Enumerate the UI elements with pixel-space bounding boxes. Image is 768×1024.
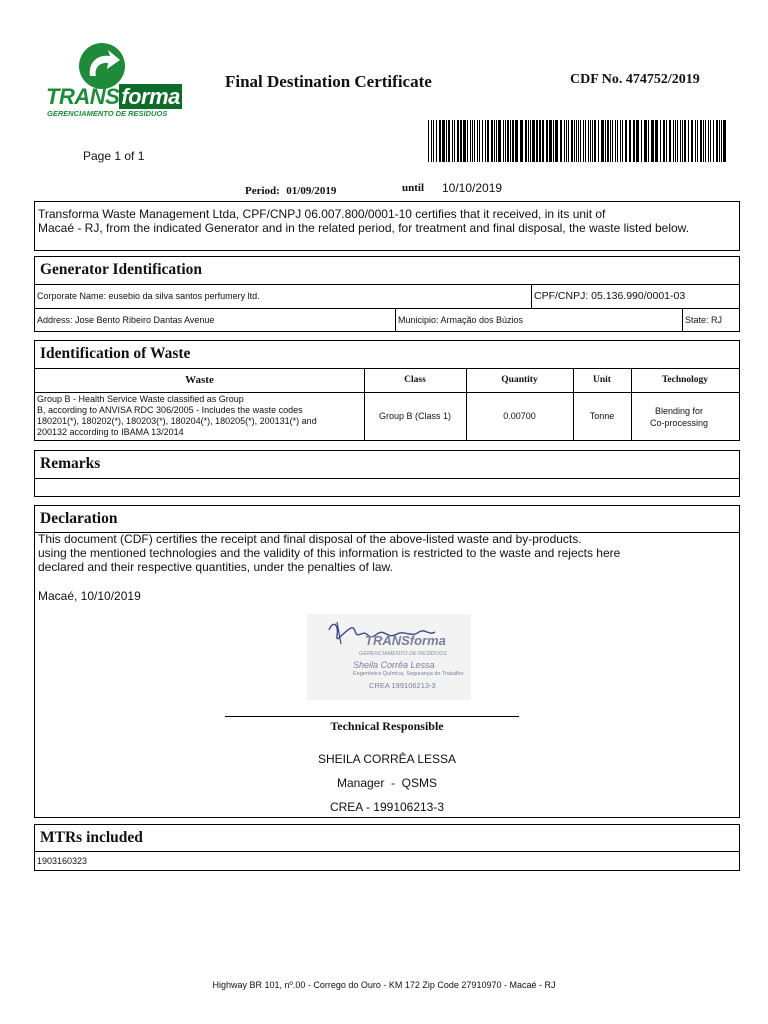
logo-text-trans: TRANS — [46, 84, 120, 109]
svg-text:TRANSforma: TRANSforma — [365, 633, 446, 648]
signer-name: SHEILA CORRÊA LESSA — [317, 752, 457, 766]
period-label: Period: — [245, 185, 280, 197]
waste-class: Group B (Class 1) — [378, 411, 452, 421]
waste-line-1: Group B - Health Service Waste classified as Group — [37, 394, 244, 404]
technology-line-1: Blending for — [654, 406, 704, 416]
header-quantity: Quantity — [501, 375, 538, 385]
remarks-section — [34, 450, 740, 497]
header-class: Class — [404, 375, 426, 385]
declaration-line-1: This document (CDF) certifies the receipt and final disposal of the above-listed waste and by-products. — [38, 532, 582, 546]
corporate-name: Corporate Name: eusebio da silva santos perfumery ltd. — [37, 291, 260, 301]
stamp-line-3: CREA 199106213-3 — [369, 681, 436, 690]
header-technology: Technology — [661, 375, 709, 385]
declaration-line-3: declared and their respective quantities, under the penalties of law. — [38, 560, 393, 574]
header-waste: Waste — [185, 374, 214, 386]
period-end: 10/10/2019 — [442, 181, 503, 195]
generator-section-title: Generator Identification — [40, 261, 203, 278]
footer-address: Highway BR 101, nº.00 - Corrego do Ouro - KM 172 Zip Code 27910970 - Macaé - RJ — [212, 980, 556, 990]
signature-line — [225, 716, 519, 717]
generator-address: Address: Jose Bento Ribeiro Dantas Avenue — [37, 315, 215, 325]
generator-municipio: Municipio: Armação dos Búzios — [398, 315, 524, 325]
document-title: Final Destination Certificate — [225, 72, 432, 91]
technology-line-2: Co-processing — [649, 418, 709, 428]
waste-description — [37, 394, 317, 438]
generator-section — [34, 256, 740, 332]
cdf-number: CDF No. 474752/2019 — [570, 72, 700, 87]
signature-stamp — [307, 614, 471, 700]
remarks-section-title: Remarks — [40, 455, 101, 472]
intro-line-2: Macaé - RJ, from the indicated Generator and in the related period, for treatment and final disposal, the waste listed below. — [38, 221, 690, 235]
page-info: Page 1 of 1 — [83, 149, 145, 163]
generator-state: State: RJ — [685, 315, 723, 325]
signer-role: Manager - QSMS — [336, 776, 438, 790]
period-start: 01/09/2019 — [286, 185, 337, 197]
company-logo — [44, 40, 180, 122]
barcode-icon — [428, 120, 726, 162]
stamp-line-1: Sheila Corrêa Lessa — [353, 660, 435, 670]
mtrs-section — [34, 824, 740, 871]
declaration-line-2: using the mentioned technologies and the validity of this information is restricted to the waste and rejects here — [38, 546, 621, 560]
signature-caption: Technical Responsible — [330, 719, 444, 733]
waste-unit: Tonne — [589, 411, 615, 421]
logo-text-forma: forma — [121, 84, 180, 109]
waste-section — [34, 340, 740, 441]
mtrs-section-title: MTRs included — [40, 829, 143, 846]
mtr-number: 1903160323 — [37, 856, 88, 866]
waste-line-4: 200132 according to IBAMA 13/2014 — [37, 427, 184, 437]
intro-line-1: Transforma Waste Management Ltda, CPF/CNPJ 06.007.800/0001-10 certifies that it received, in its unit of — [38, 207, 606, 221]
waste-section-title: Identification of Waste — [40, 345, 191, 362]
barcode — [428, 120, 726, 162]
stamp-line-2: Engenheira Química, Segurança do Trabalho — [353, 671, 464, 677]
intro-box — [34, 201, 740, 251]
svg-text:GERENCIAMENTO DE RESÍDUOS: GERENCIAMENTO DE RESÍDUOS — [359, 651, 447, 657]
logo-subtitle: GERENCIAMENTO DE RESÍDUOS — [47, 109, 168, 118]
place-date: Macaé, 10/10/2019 — [38, 589, 141, 603]
waste-line-2: B, according to ANVISA RDC 306/2005 - Includes the waste codes — [37, 405, 303, 415]
generator-cnpj: CPF/CNPJ: 05.136.990/0001-03 — [534, 290, 686, 302]
declaration-section — [34, 505, 740, 818]
waste-line-3: 180201(*), 180202(*), 180203(*), 180204(*), 180205(*), 200131(*) and — [37, 416, 317, 426]
period-line — [245, 181, 336, 199]
signer-crea: CREA - 199106213-3 — [329, 800, 445, 814]
header-unit: Unit — [593, 375, 611, 385]
waste-quantity: 0.00700 — [503, 411, 536, 421]
until-label: until — [402, 182, 425, 194]
declaration-section-title: Declaration — [40, 510, 118, 527]
waste-technology — [631, 405, 727, 429]
